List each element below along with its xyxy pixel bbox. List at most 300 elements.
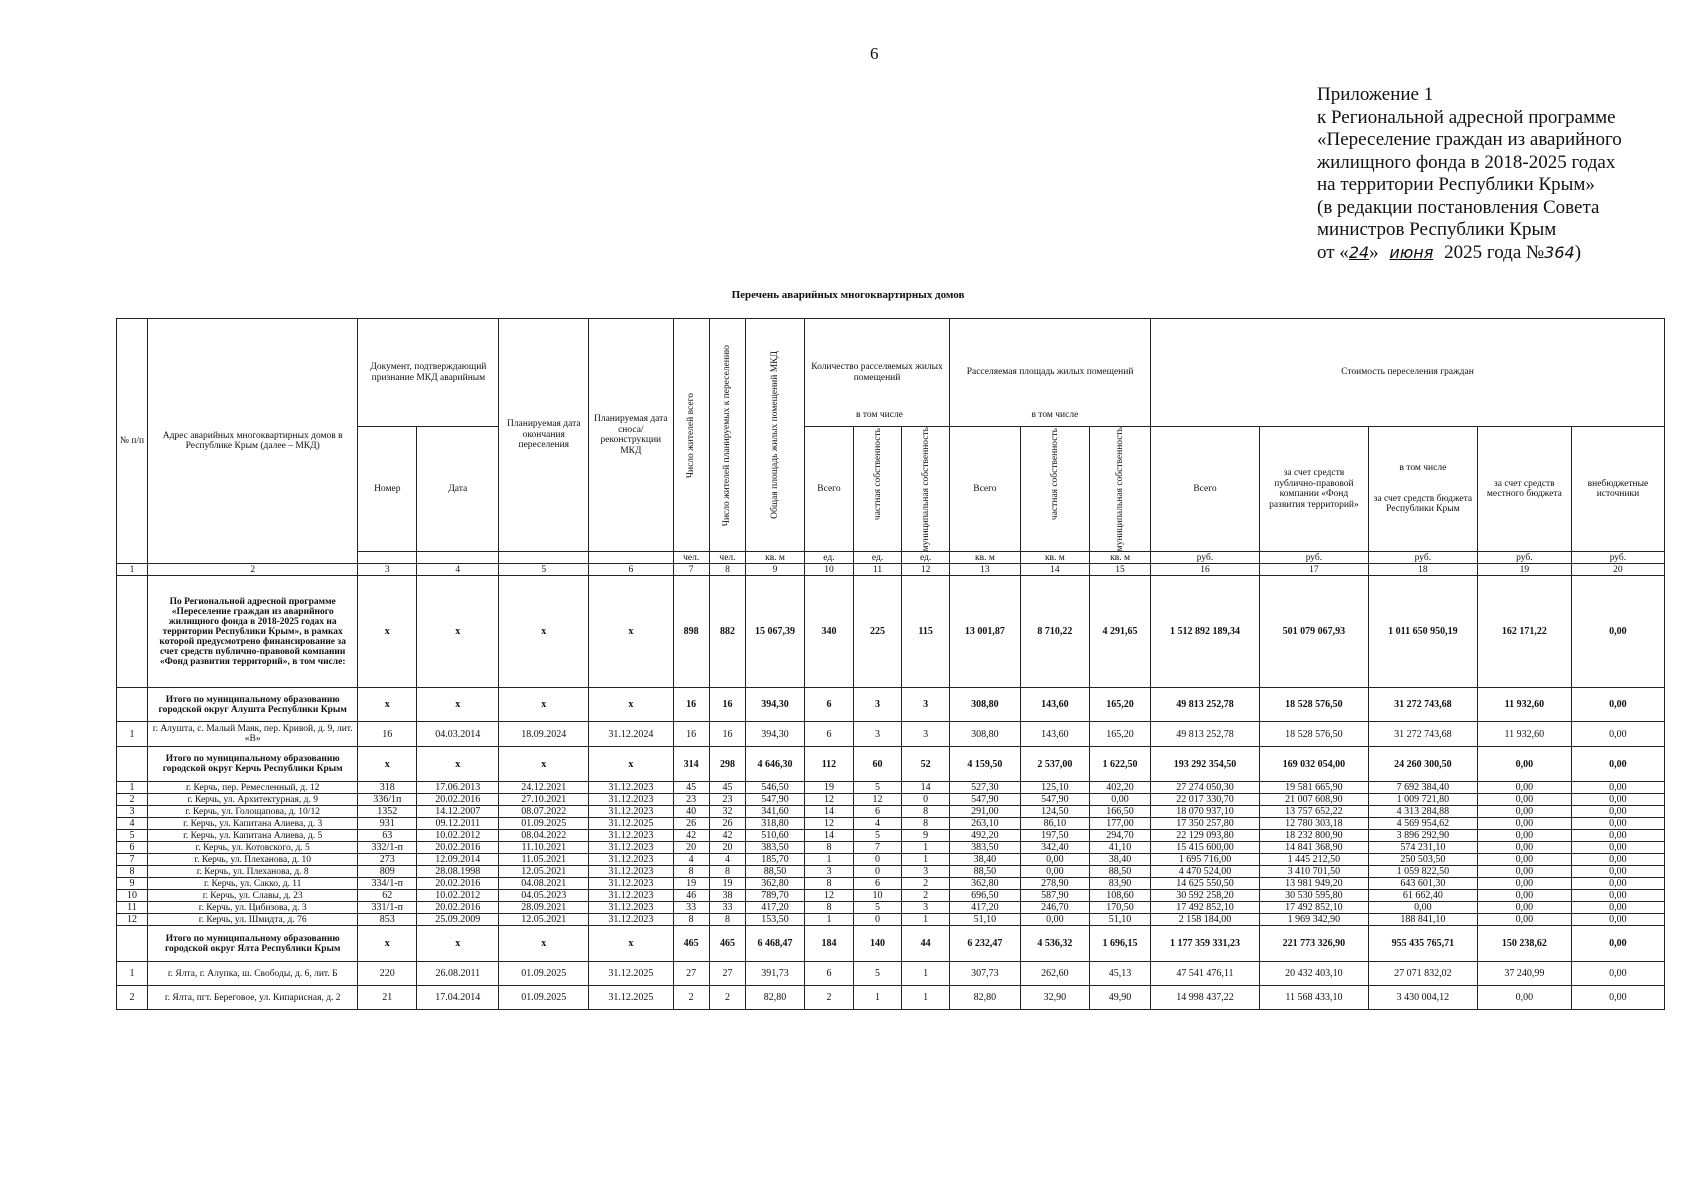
- row-value: 16: [673, 688, 709, 722]
- row-value: 0,00: [1571, 576, 1664, 688]
- row-number: 2: [117, 794, 148, 806]
- row-value: 04.03.2014: [417, 722, 499, 747]
- row-value: 20.02.2016: [417, 794, 499, 806]
- row-address: г. Керчь, ул. Котовского, д. 5: [147, 842, 357, 854]
- row-value: 3: [854, 688, 902, 722]
- row-value: 0,00: [1477, 842, 1571, 854]
- row-value: 16: [673, 722, 709, 747]
- subtotal-row: [117, 926, 1665, 962]
- row-value: 246,70: [1020, 902, 1089, 914]
- row-number: 5: [117, 830, 148, 842]
- header-incl: в том числе: [856, 409, 903, 420]
- units-empty: [499, 552, 589, 564]
- row-address: г. Керчь, ул. Сакко, д. 11: [147, 878, 357, 890]
- row-value: 3 410 701,50: [1259, 866, 1368, 878]
- row-value: х: [499, 576, 589, 688]
- row-value: 0,00: [1571, 688, 1664, 722]
- unit-cell: кв. м: [1090, 552, 1151, 564]
- appendix-line: к Региональной адресной программе: [1317, 106, 1616, 128]
- row-value: 14: [902, 782, 950, 794]
- row-number: [117, 926, 148, 962]
- column-number: 15: [1090, 564, 1151, 576]
- row-value: 49,90: [1090, 986, 1151, 1010]
- row-value: 21 007 608,90: [1259, 794, 1368, 806]
- row-value: 23: [709, 794, 745, 806]
- unit-cell: руб.: [1259, 552, 1368, 564]
- header-residents-planned-text: Число жителей планируемых к переселению: [722, 344, 733, 526]
- row-address: г. Керчь, ул. Архитектурная, д. 9: [147, 794, 357, 806]
- table-row: [117, 902, 1665, 914]
- row-value: х: [358, 688, 417, 722]
- row-value: 124,50: [1020, 806, 1089, 818]
- row-value: 88,50: [1090, 866, 1151, 878]
- row-value: 342,40: [1020, 842, 1089, 854]
- row-value: 169 032 054,00: [1259, 747, 1368, 782]
- header-cost-total: Всего: [1151, 427, 1260, 552]
- row-value: 0,00: [1477, 890, 1571, 902]
- row-value: 15 067,39: [746, 576, 805, 688]
- row-value: 31.12.2024: [589, 722, 673, 747]
- row-value: 6: [854, 806, 902, 818]
- row-value: 2: [902, 878, 950, 890]
- row-value: 6: [804, 962, 853, 986]
- row-value: 0,00: [1477, 818, 1571, 830]
- row-value: 25.09.2009: [417, 914, 499, 926]
- row-value: 30 592 258,20: [1151, 890, 1260, 902]
- row-value: 184: [804, 926, 853, 962]
- row-value: 362,80: [950, 878, 1021, 890]
- row-value: 188 841,10: [1368, 914, 1477, 926]
- row-value: 341,60: [746, 806, 805, 818]
- row-value: 51,10: [950, 914, 1021, 926]
- row-value: 0,00: [1571, 842, 1664, 854]
- row-value: 362,80: [746, 878, 805, 890]
- row-number: [117, 576, 148, 688]
- header-residents-total-text: Число жителей всего: [686, 392, 697, 478]
- row-value: 3: [804, 866, 853, 878]
- row-value: 2 537,00: [1020, 747, 1089, 782]
- row-value: 18.09.2024: [499, 722, 589, 747]
- row-address: г. Керчь, ул. Плеханова, д. 10: [147, 854, 357, 866]
- row-value: 318: [358, 782, 417, 794]
- row-value: 10.02.2012: [417, 890, 499, 902]
- row-value: 40: [673, 806, 709, 818]
- row-value: 2 158 184,00: [1151, 914, 1260, 926]
- row-value: 88,50: [746, 866, 805, 878]
- header-residents-planned: [709, 319, 745, 552]
- header-area-municipal-text: муниципальная собственность: [1115, 427, 1126, 552]
- unit-cell: руб.: [1571, 552, 1664, 564]
- row-value: 0,00: [1571, 830, 1664, 842]
- row-address: г. Керчь, пер. Ремесленный, д. 12: [147, 782, 357, 794]
- column-number: 17: [1259, 564, 1368, 576]
- row-value: 0,00: [1477, 830, 1571, 842]
- appendix-header: [1317, 84, 1687, 264]
- row-value: 31 272 743,68: [1368, 688, 1477, 722]
- row-value: х: [589, 576, 673, 688]
- row-value: 4 470 524,00: [1151, 866, 1260, 878]
- row-value: 5: [854, 962, 902, 986]
- row-value: 0,00: [1571, 962, 1664, 986]
- date-prefix: от «: [1317, 241, 1349, 263]
- row-value: 931: [358, 818, 417, 830]
- row-value: 31.12.2023: [589, 878, 673, 890]
- column-number: 3: [358, 564, 417, 576]
- row-value: 8: [804, 878, 853, 890]
- row-value: 37 240,99: [1477, 962, 1571, 986]
- row-value: 197,50: [1020, 830, 1089, 842]
- row-value: 27: [709, 962, 745, 986]
- units-empty: [358, 552, 417, 564]
- table-row: [117, 794, 1665, 806]
- column-number: 9: [746, 564, 805, 576]
- appendix-line: (в редакции постановления Совета: [1317, 196, 1600, 218]
- table-row: [117, 914, 1665, 926]
- header-rooms-private: [854, 409, 903, 552]
- row-value: х: [499, 747, 589, 782]
- row-value: 294,70: [1090, 830, 1151, 842]
- row-value: 8: [804, 902, 853, 914]
- row-address: г. Керчь, ул. Цибизова, д. 3: [147, 902, 357, 914]
- row-value: 27.10.2021: [499, 794, 589, 806]
- row-value: 308,80: [950, 688, 1021, 722]
- row-value: 140: [854, 926, 902, 962]
- row-value: 1 009 721,80: [1368, 794, 1477, 806]
- row-value: 170,50: [1090, 902, 1151, 914]
- row-value: 314: [673, 747, 709, 782]
- row-value: 125,10: [1020, 782, 1089, 794]
- row-value: 1: [902, 962, 950, 986]
- row-value: 18 528 576,50: [1259, 722, 1368, 747]
- row-value: 143,60: [1020, 722, 1089, 747]
- row-number: 8: [117, 866, 148, 878]
- row-value: 27 071 832,02: [1368, 962, 1477, 986]
- row-value: 10.02.2012: [417, 830, 499, 842]
- column-number: 18: [1368, 564, 1477, 576]
- row-value: 04.05.2023: [499, 890, 589, 902]
- row-value: 546,50: [746, 782, 805, 794]
- row-address: г. Ялта, г. Алупка, ш. Свободы, д. 6, лит. Б: [147, 962, 357, 986]
- row-number: 1: [117, 782, 148, 794]
- row-value: х: [417, 576, 499, 688]
- row-value: 4 159,50: [950, 747, 1021, 782]
- row-value: 0,00: [1090, 794, 1151, 806]
- row-value: 49 813 252,78: [1151, 722, 1260, 747]
- row-value: 165,20: [1090, 722, 1151, 747]
- row-value: 13 981 949,20: [1259, 878, 1368, 890]
- row-address: г. Керчь, ул. Плеханова, д. 8: [147, 866, 357, 878]
- row-value: 7 692 384,40: [1368, 782, 1477, 794]
- header-resettled-area: Расселяемая площадь жилых помещений: [950, 319, 1151, 427]
- row-value: 4 536,32: [1020, 926, 1089, 962]
- row-value: 44: [902, 926, 950, 962]
- row-number: 1: [117, 722, 148, 747]
- row-value: 6 232,47: [950, 926, 1021, 962]
- column-number: 5: [499, 564, 589, 576]
- header-doc-date: Дата: [417, 427, 499, 552]
- row-value: х: [589, 747, 673, 782]
- row-value: 4 291,65: [1090, 576, 1151, 688]
- row-value: 8: [804, 842, 853, 854]
- row-value: 1 696,15: [1090, 926, 1151, 962]
- header-cost-budget-local: за счет средств местного бюджета: [1477, 427, 1571, 552]
- row-value: 587,90: [1020, 890, 1089, 902]
- row-value: 22 129 093,80: [1151, 830, 1260, 842]
- row-value: 12.05.2021: [499, 914, 589, 926]
- header-area-total: Всего: [950, 427, 1021, 552]
- row-value: 26.08.2011: [417, 962, 499, 986]
- row-value: 955 435 765,71: [1368, 926, 1477, 962]
- row-address: Итого по муниципальному образованию городской округ Ялта Республики Крым: [147, 926, 357, 962]
- row-value: 3: [902, 902, 950, 914]
- row-value: 31.12.2023: [589, 866, 673, 878]
- row-value: 22 017 330,70: [1151, 794, 1260, 806]
- date-year: 2025 года №: [1439, 241, 1545, 263]
- row-value: 0,00: [1477, 878, 1571, 890]
- row-address: г. Керчь, ул. Шмидта, д. 76: [147, 914, 357, 926]
- handwritten-month: июня: [1389, 242, 1434, 262]
- row-value: 12: [804, 818, 853, 830]
- row-value: 465: [673, 926, 709, 962]
- row-value: 112: [804, 747, 853, 782]
- row-value: 31.12.2025: [589, 986, 673, 1010]
- row-value: 10: [854, 890, 902, 902]
- row-number: 6: [117, 842, 148, 854]
- row-value: 17 492 852,10: [1151, 902, 1260, 914]
- subtotal-row: [117, 576, 1665, 688]
- row-value: 391,73: [746, 962, 805, 986]
- row-value: 30 530 595,80: [1259, 890, 1368, 902]
- row-value: 2: [902, 890, 950, 902]
- handwritten-number: 364: [1544, 242, 1575, 262]
- row-value: 547,90: [950, 794, 1021, 806]
- row-value: 383,50: [746, 842, 805, 854]
- row-value: 45,13: [1090, 962, 1151, 986]
- row-value: 1 445 212,50: [1259, 854, 1368, 866]
- row-value: 0,00: [1477, 866, 1571, 878]
- row-value: 0,00: [1477, 854, 1571, 866]
- table-row: [117, 842, 1665, 854]
- column-number: 6: [589, 564, 673, 576]
- unit-cell: кв. м: [950, 552, 1021, 564]
- row-value: 394,30: [746, 722, 805, 747]
- table-row: [117, 818, 1665, 830]
- row-value: 8: [709, 914, 745, 926]
- row-value: 19 581 665,90: [1259, 782, 1368, 794]
- row-value: 1: [804, 854, 853, 866]
- header-doc-number: Номер: [358, 427, 417, 552]
- row-value: 31.12.2023: [589, 842, 673, 854]
- header-area-municipal: [1090, 427, 1151, 552]
- row-value: 6: [804, 688, 853, 722]
- row-number: 3: [117, 806, 148, 818]
- row-address: По Региональной адресной программе «Переселение граждан из аварийного жилищного фонда в 2018-2025 годах на территории Республики Крым», в рамках которой предусмотрено финансирование за счет средств публично-правовой компании «Фонд развития территорий», в том числе:: [147, 576, 357, 688]
- column-number: 11: [854, 564, 902, 576]
- row-value: х: [417, 688, 499, 722]
- row-value: 8: [673, 866, 709, 878]
- row-value: 0,00: [1571, 926, 1664, 962]
- row-value: 20: [709, 842, 745, 854]
- row-value: 4 569 954,62: [1368, 818, 1477, 830]
- row-value: 1 059 822,50: [1368, 866, 1477, 878]
- page-number: 6: [870, 44, 879, 63]
- row-value: 11.10.2021: [499, 842, 589, 854]
- row-value: 3 896 292,90: [1368, 830, 1477, 842]
- row-value: 8 710,22: [1020, 576, 1089, 688]
- table-row: [117, 782, 1665, 794]
- row-value: 8: [709, 866, 745, 878]
- row-value: 0,00: [1571, 902, 1664, 914]
- unit-cell: ед.: [804, 552, 853, 564]
- row-value: 31.12.2023: [589, 890, 673, 902]
- housing-table: [116, 318, 1665, 1010]
- column-number: 16: [1151, 564, 1260, 576]
- row-number: [117, 747, 148, 782]
- row-value: 14 841 368,90: [1259, 842, 1368, 854]
- row-value: 262,60: [1020, 962, 1089, 986]
- row-value: 1 695 716,00: [1151, 854, 1260, 866]
- row-value: 31.12.2025: [589, 818, 673, 830]
- row-value: 547,90: [746, 794, 805, 806]
- row-value: 0,00: [1477, 794, 1571, 806]
- row-value: 318,80: [746, 818, 805, 830]
- row-value: 2: [673, 986, 709, 1010]
- row-value: 82,80: [950, 986, 1021, 1010]
- row-value: 27 274 050,30: [1151, 782, 1260, 794]
- row-value: 21: [358, 986, 417, 1010]
- row-value: 20.02.2016: [417, 842, 499, 854]
- row-value: 0: [854, 854, 902, 866]
- column-numbers-row: [117, 564, 1665, 576]
- column-number: 13: [950, 564, 1021, 576]
- row-value: 13 001,87: [950, 576, 1021, 688]
- row-value: 63: [358, 830, 417, 842]
- header-total-area-text: Общая площадь жилых помещений МКД: [770, 351, 781, 520]
- row-value: 14 998 437,22: [1151, 986, 1260, 1010]
- row-value: 32,90: [1020, 986, 1089, 1010]
- row-address: Итого по муниципальному образованию городской округ Алушта Республики Крым: [147, 688, 357, 722]
- row-value: 0,00: [1020, 866, 1089, 878]
- header-document: Документ, подтверждающий признание МКД аварийным: [358, 319, 499, 427]
- row-address: г. Керчь, ул. Славы, д. 23: [147, 890, 357, 902]
- row-value: 45: [709, 782, 745, 794]
- row-value: 62: [358, 890, 417, 902]
- row-value: 153,50: [746, 914, 805, 926]
- row-value: 853: [358, 914, 417, 926]
- row-value: 52: [902, 747, 950, 782]
- row-value: 2: [709, 986, 745, 1010]
- table-row: [117, 962, 1665, 986]
- row-value: 16: [709, 722, 745, 747]
- row-value: 12: [854, 794, 902, 806]
- row-value: 3: [902, 722, 950, 747]
- row-value: 0,00: [1477, 747, 1571, 782]
- row-value: 334/1-п: [358, 878, 417, 890]
- row-value: 31.12.2023: [589, 830, 673, 842]
- row-value: 1 011 650 950,19: [1368, 576, 1477, 688]
- row-value: 0,00: [1477, 902, 1571, 914]
- row-value: 31 272 743,68: [1368, 722, 1477, 747]
- row-value: 185,70: [746, 854, 805, 866]
- row-value: 01.09.2025: [499, 962, 589, 986]
- row-number: 4: [117, 818, 148, 830]
- table-row: [117, 890, 1665, 902]
- header-address: Адрес аварийных многоквартирных домов в Республике Крым (далее – МКД): [147, 319, 357, 564]
- row-value: 0,00: [1571, 794, 1664, 806]
- row-value: 33: [673, 902, 709, 914]
- row-value: 417,20: [950, 902, 1021, 914]
- row-value: 18 528 576,50: [1259, 688, 1368, 722]
- date-mid: »: [1369, 241, 1384, 263]
- row-value: 17.04.2014: [417, 986, 499, 1010]
- row-number: [117, 688, 148, 722]
- row-value: 45: [673, 782, 709, 794]
- row-value: 1 622,50: [1090, 747, 1151, 782]
- row-value: 12.09.2014: [417, 854, 499, 866]
- row-value: 8: [902, 806, 950, 818]
- table-row: [117, 878, 1665, 890]
- row-value: 31.12.2023: [589, 914, 673, 926]
- row-value: 336/1п: [358, 794, 417, 806]
- row-number: 12: [117, 914, 148, 926]
- row-value: 18 232 800,90: [1259, 830, 1368, 842]
- unit-cell: руб.: [1477, 552, 1571, 564]
- unit-cell: кв. м: [746, 552, 805, 564]
- table-row: [117, 854, 1665, 866]
- row-value: 17 492 852,10: [1259, 902, 1368, 914]
- column-number: 20: [1571, 564, 1664, 576]
- date-suffix: ): [1574, 241, 1582, 263]
- row-value: 18 070 937,10: [1151, 806, 1260, 818]
- row-value: 0,00: [1477, 806, 1571, 818]
- row-value: 0,00: [1571, 890, 1664, 902]
- unit-cell: чел.: [709, 552, 745, 564]
- row-value: 298: [709, 747, 745, 782]
- row-value: 31.12.2025: [589, 962, 673, 986]
- row-value: 0,00: [1477, 914, 1571, 926]
- row-value: 8: [673, 914, 709, 926]
- row-value: 0,00: [1571, 747, 1664, 782]
- subtotal-row: [117, 747, 1665, 782]
- row-value: 0,00: [1571, 914, 1664, 926]
- row-value: 1 512 892 189,34: [1151, 576, 1260, 688]
- header-planned-demolition: Планируемая дата сноса/ реконструкции МКД: [589, 319, 673, 552]
- row-value: 263,10: [950, 818, 1021, 830]
- row-value: 23: [673, 794, 709, 806]
- row-value: 510,60: [746, 830, 805, 842]
- units-empty: [589, 552, 673, 564]
- row-value: 20 432 403,10: [1259, 962, 1368, 986]
- row-value: 17.06.2013: [417, 782, 499, 794]
- row-value: 08.07.2022: [499, 806, 589, 818]
- row-value: х: [358, 926, 417, 962]
- row-value: 0: [902, 794, 950, 806]
- row-value: 31.12.2023: [589, 806, 673, 818]
- unit-cell: чел.: [673, 552, 709, 564]
- row-value: 16: [358, 722, 417, 747]
- row-value: 3: [902, 866, 950, 878]
- row-value: 60: [854, 747, 902, 782]
- column-number: 2: [147, 564, 357, 576]
- row-value: 278,90: [1020, 878, 1089, 890]
- row-value: 547,90: [1020, 794, 1089, 806]
- row-value: 394,30: [746, 688, 805, 722]
- row-value: 04.08.2021: [499, 878, 589, 890]
- row-value: 0,00: [1571, 866, 1664, 878]
- row-value: 0: [854, 866, 902, 878]
- header-incl: в том числе: [1031, 409, 1079, 420]
- table-row: [117, 722, 1665, 747]
